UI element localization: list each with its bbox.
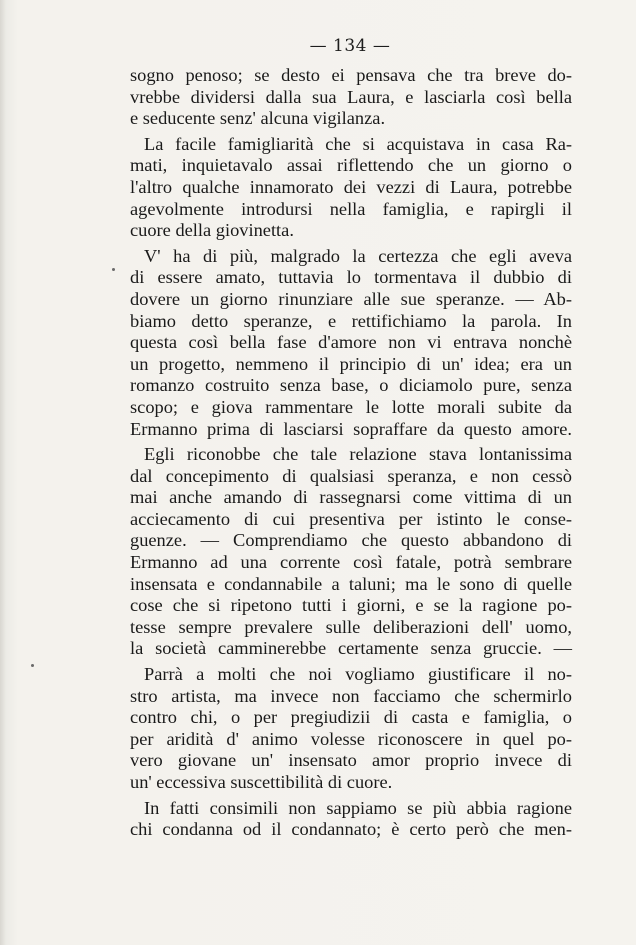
text-line: per aridità d' animo volesse riconoscere in quel po- [130,728,572,749]
text-line: un progetto, nemmeno il principio di un' idea; era un [130,353,572,374]
paragraph [130,134,572,242]
text-line: un' eccessiva suscettibilità di cuore. [130,772,393,792]
text-line: In fatti consimili non sappiamo se più abbia ragione [144,797,572,818]
text-line: sogno penoso; se desto ei pensava che tra breve do- [130,65,572,85]
text-line: questa così bella fase d'amore non vi entrava nonchè [130,332,572,353]
text-line: dovere un giorno rinunziare alle sue speranze. — Ab- [130,288,572,309]
text-line: insensata e condannabile a taluni; ma le sono di quelle [130,573,572,594]
text-line: vrebbe dividersi dalla sua Laura, e lasciarla così bella [130,86,572,107]
paragraph [130,65,572,130]
text-line: guenze. — Comprendiamo che questo abbandono di [130,530,572,551]
text-line: V' ha di più, malgrado la certezza che egli aveva [144,245,572,266]
text-line: mai anche amando di rassegnarsi come vittima di un [130,487,572,508]
paragraph [130,664,572,794]
text-line: Parrà a molti che noi vogliamo giustificare il no- [144,664,572,685]
text-line: stro artista, ma invece non facciamo che schermirlo [130,685,572,706]
body-text [130,65,572,845]
text-line: agevolmente introdursi nella famiglia, e rapirgli il [130,198,572,219]
text-line: acciecamento di cui presentiva per istinto le conse- [130,508,572,529]
text-line: di essere amato, tuttavia lo tormentava il dubbio di [130,267,572,288]
text-line: Ermanno prima di lasciarsi sopraffare da questo amore. [130,418,572,439]
text-line: la società camminerebbe certamente senza gruccie. — [130,638,572,659]
margin-speck [31,664,34,667]
paragraph [130,246,572,440]
text-line: Ermanno ad una corrente così fatale, potrà sembrare [130,552,572,573]
paragraph [130,444,572,660]
text-line: mati, inquietavalo assai riflettendo che un giorno o [130,155,572,176]
text-line: vero giovane un' insensato amor proprio invece di [130,750,572,771]
text-line: Egli riconobbe che tale relazione stava lontanissima [144,444,572,465]
text-line: l'altro qualche innamorato dei vezzi di Laura, potrebbe [130,176,572,197]
text-line: scopo; e giova rammentare le lotte morali subite da [130,396,572,417]
text-line: e seducente senz' alcuna vigilanza. [130,108,386,129]
text-line: La facile famigliarità che si acquistava in casa Ra- [144,133,572,154]
text-line: dal concepimento di qualsiasi speranza, e non cessò [130,465,572,486]
page-number: — 134 — [309,36,391,56]
text-line: contro chi, o per pregiudizii di casta e famiglia, o [130,707,572,728]
text-line: romanzo costruito senza base, o diciamolo pure, senza [130,375,572,396]
text-line: tesse sempre prevalere sulle deliberazioni dell' uomo, [130,616,572,637]
paragraph [130,798,572,841]
text-line: cose che si ripetono tutti i giorni, e se la ragione po- [130,595,572,616]
text-line: biamo detto speranze, e rettifichiamo la parola. In [130,310,572,331]
margin-speck [112,268,115,271]
text-line: chi condanna od il condannato; è certo però che men- [130,819,572,840]
text-line: cuore della giovinetta. [130,220,294,241]
